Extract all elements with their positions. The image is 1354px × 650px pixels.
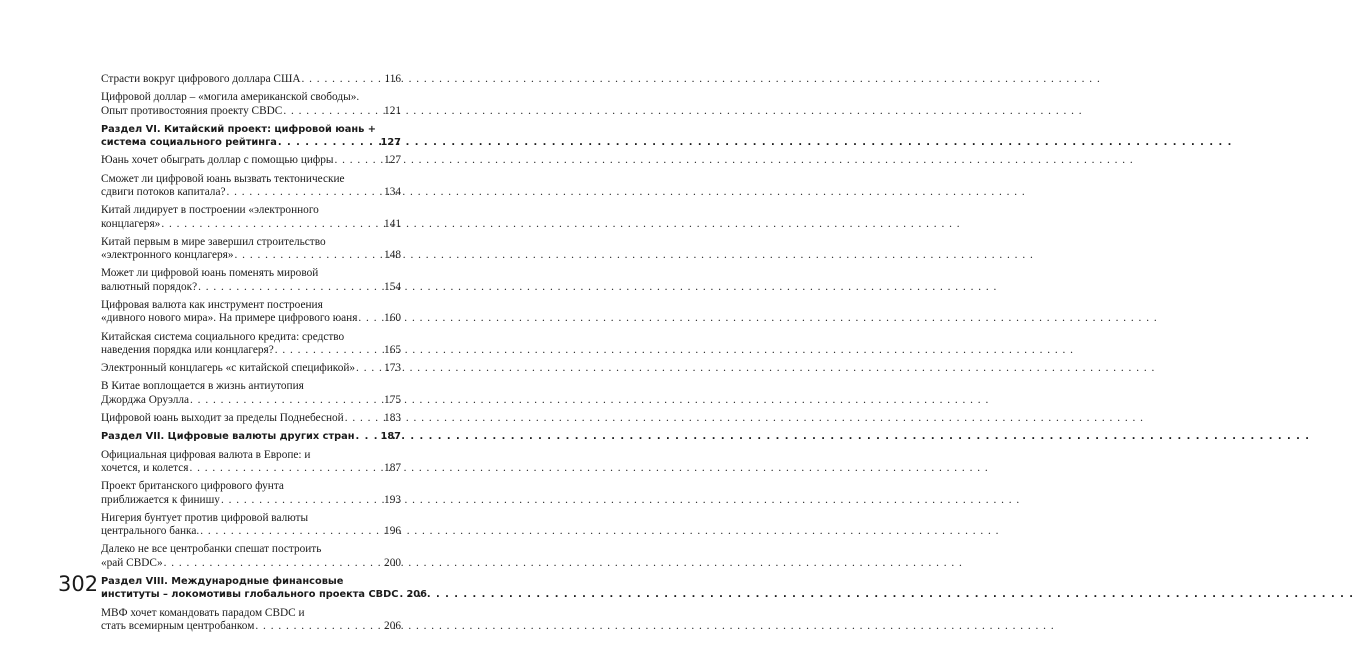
toc-page-number: 206	[384, 619, 401, 632]
dot-leader	[190, 394, 383, 407]
toc-entry-line	[101, 362, 401, 375]
dot-leader	[200, 525, 383, 538]
dot-leader	[226, 186, 383, 199]
toc-section-heading	[101, 430, 401, 443]
dot-leader	[189, 462, 383, 475]
toc-entry	[101, 362, 401, 375]
toc-entry-text: сдвиги потоков капитала?	[101, 186, 226, 199]
toc-entry-line	[101, 588, 427, 601]
toc-entry-text: Раздел VII. Цифровые валюты других стран	[101, 431, 355, 443]
toc-entry-text: МВФ хочет командовать парадом CBDC и	[101, 606, 305, 619]
dot-leader	[356, 430, 380, 443]
toc-entry-text: «рай CBDC»	[101, 556, 163, 569]
dot-leader	[235, 249, 384, 262]
toc-entry-text: валютный порядок?	[101, 280, 198, 293]
dot-leader	[399, 588, 405, 601]
toc-entry-line	[101, 557, 401, 570]
toc-entry	[101, 204, 401, 231]
dot-leader	[302, 73, 384, 86]
toc-page-number: 141	[384, 217, 401, 230]
toc-entry-text: Электронный концлагерь «с китайской спецификой»	[101, 362, 356, 375]
toc-page-number: 206	[406, 589, 427, 601]
toc-entry-line	[101, 73, 401, 86]
dot-leader	[334, 154, 383, 167]
toc-entry-line	[101, 186, 401, 199]
toc-entry-text: Цифровой юань выходит за пределы Поднебесной	[101, 412, 344, 425]
toc-page-number: 134	[384, 186, 401, 199]
toc-entry-line	[101, 462, 401, 475]
toc-entry-line	[101, 525, 401, 538]
toc-entry	[101, 236, 401, 263]
toc-page-number: 160	[384, 312, 401, 325]
toc-entry-text: Китай лидирует в построении «электронного	[101, 204, 319, 217]
toc-entry-text: стать всемирным центробанком	[101, 619, 255, 632]
toc-page-number: 173	[384, 362, 401, 375]
toc-entry-line	[101, 344, 401, 357]
toc-page-number: 183	[384, 412, 401, 425]
toc-page-number: 175	[384, 393, 401, 406]
dot-leader	[255, 620, 383, 633]
toc-entry-text: институты – локомотивы глобального проекта CBDC	[101, 589, 399, 601]
toc-entry-text: Страсти вокруг цифрового доллара США	[101, 73, 301, 85]
toc-entry-line	[101, 312, 401, 325]
toc-entry-text: Сможет ли цифровой юань вызвать тектонические	[101, 172, 345, 185]
toc-entry-text: концлагеря»	[101, 217, 161, 230]
toc-page-number: 148	[384, 249, 401, 262]
toc-entry-text: Опыт противостояния проекту CBDC	[101, 104, 283, 117]
toc-entry-line	[101, 281, 401, 294]
toc-entry-line	[101, 494, 401, 507]
toc-entry-text: В Китае воплощается в жизнь антиутопия	[101, 380, 304, 393]
toc-entry-text: Цифровая валюта как инструмент построения	[101, 299, 323, 312]
toc-entry-text: Официальная цифровая валюта в Европе: и	[101, 448, 311, 461]
toc-entry	[101, 267, 401, 294]
dot-leader	[221, 494, 383, 507]
toc-entry	[101, 412, 401, 425]
dot-leader	[283, 105, 383, 118]
toc-entry	[101, 480, 401, 507]
toc-entry-text: наведения порядка или концлагеря?	[101, 344, 274, 357]
table-of-contents	[101, 73, 427, 638]
toc-entry-text: хочется, и колется	[101, 461, 189, 474]
toc-entry-text: Цифровой доллар – «могила американской свободы».	[101, 91, 360, 104]
toc-entry-text: Юань хочет обыграть доллар с помощью цифры	[101, 154, 334, 167]
toc-page-number: 165	[384, 344, 401, 357]
toc-section-heading	[101, 123, 401, 150]
dot-leader	[161, 218, 383, 231]
toc-entry-text: Раздел VI. Китайский проект: цифровой юань +	[101, 123, 376, 135]
toc-entry-line	[101, 394, 401, 407]
toc-entry-line	[101, 249, 401, 262]
toc-entry-text: «электронного концлагеря»	[101, 249, 234, 262]
toc-entry-line	[101, 218, 401, 231]
toc-entry-text: Проект британского цифрового фунта	[101, 480, 284, 493]
toc-entry-text: Может ли цифровой юань поменять мировой	[101, 267, 319, 280]
toc-entry-text: Джорджа Оруэлла	[101, 393, 190, 406]
toc-page-number: 121	[384, 104, 401, 117]
toc-entry-text: «дивного нового мира». На примере цифрового юаня	[101, 312, 358, 325]
toc-page-number: 193	[384, 493, 401, 506]
dot-leader	[275, 344, 383, 357]
toc-page-number: 116	[384, 73, 401, 85]
dot-leader	[358, 312, 383, 325]
toc-entry	[101, 543, 401, 570]
toc-entry	[101, 449, 401, 476]
toc-entry	[101, 154, 401, 167]
toc-entry	[101, 73, 401, 86]
toc-entry-line	[101, 430, 401, 443]
toc-page-number: 187	[384, 461, 401, 474]
toc-entry-text: Китайская система социального кредита: средство	[101, 330, 345, 343]
toc-entry	[101, 173, 401, 200]
toc-entry	[101, 331, 401, 358]
toc-entry-line	[101, 154, 401, 167]
toc-entry-text: Китай первым в мире завершил строительство	[101, 235, 326, 248]
toc-entry-text: Нигерия бунтует против цифровой валюты	[101, 511, 309, 524]
dot-leader	[278, 136, 380, 149]
toc-page-number: 187	[380, 431, 401, 443]
dot-leader	[356, 362, 383, 375]
toc-section-heading	[101, 575, 427, 602]
toc-entry-line	[101, 412, 401, 425]
toc-entry-line	[101, 136, 401, 149]
page-number: 302	[58, 572, 99, 596]
toc-entry	[101, 512, 401, 539]
dot-leader	[164, 557, 383, 570]
dot-leader	[198, 281, 383, 294]
toc-page-number: 127	[380, 137, 401, 149]
dot-leader	[345, 412, 383, 425]
toc-page-number: 127	[384, 154, 401, 167]
toc-entry-text: центрального банка.	[101, 525, 200, 538]
toc-entry-text: Раздел VIII. Международные финансовые	[101, 575, 344, 587]
toc-page-number: 200	[384, 556, 401, 569]
toc-page-number: 154	[384, 280, 401, 293]
toc-entry	[101, 607, 401, 634]
toc-entry	[101, 91, 401, 118]
toc-entry-line	[101, 620, 401, 633]
toc-entry-text: Далеко не все центробанки спешат построить	[101, 543, 322, 556]
toc-entry	[101, 380, 401, 407]
toc-entry-text: приближается к финишу	[101, 493, 220, 506]
toc-entry-text: система социального рейтинга	[101, 137, 277, 149]
toc-entry-line	[101, 105, 401, 118]
toc-entry	[101, 299, 401, 326]
toc-page-number: 196	[384, 525, 401, 538]
